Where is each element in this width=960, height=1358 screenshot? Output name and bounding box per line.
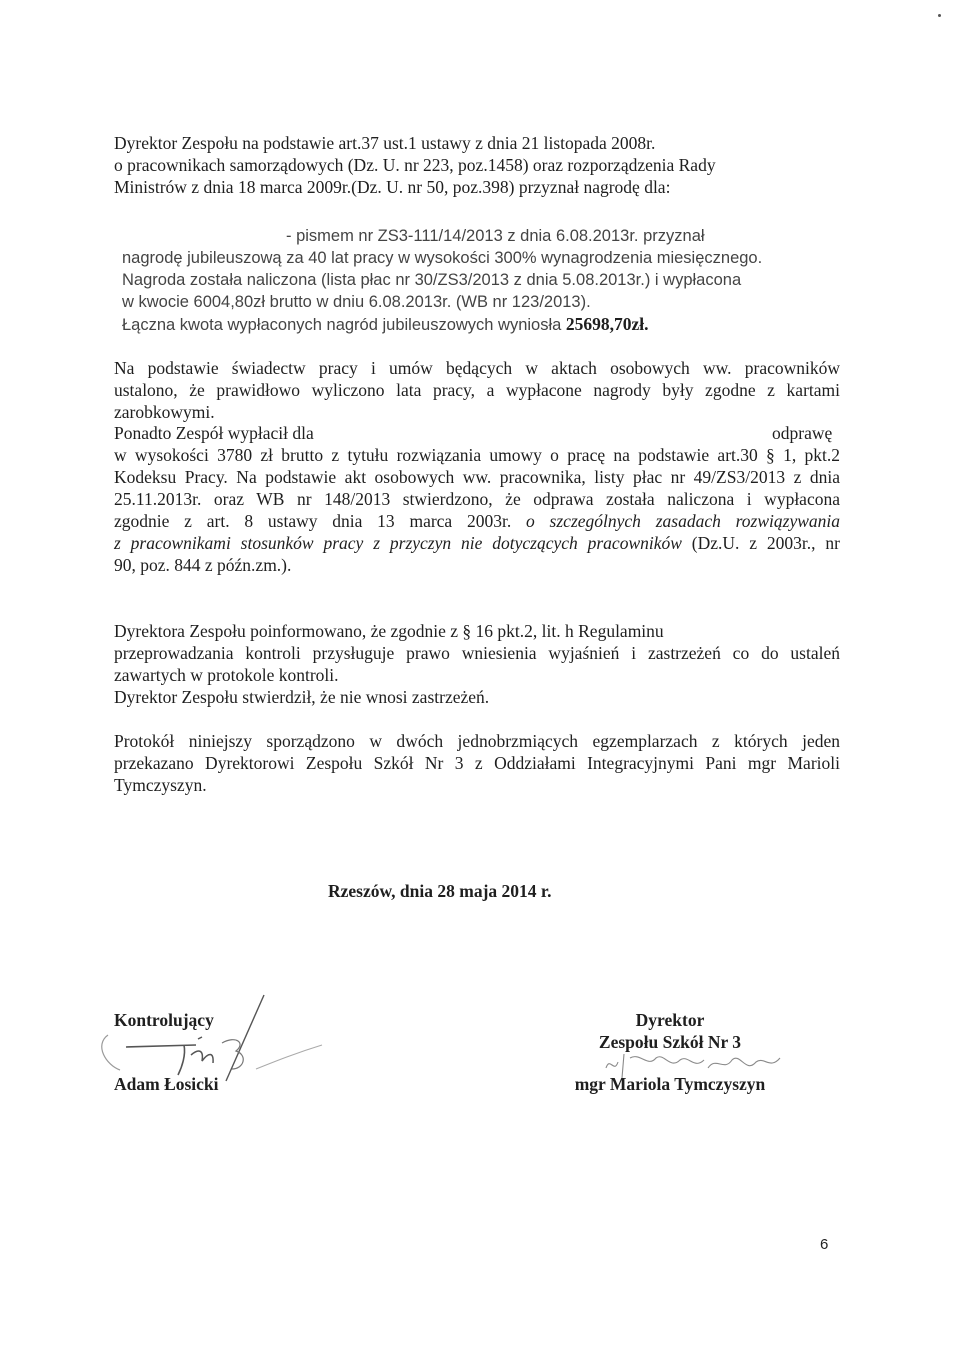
signature-left-title: Kontrolujący bbox=[114, 1010, 214, 1030]
signature-right-title: Dyrektor bbox=[635, 1010, 705, 1030]
award-total-amount: 25698,70zł. bbox=[565, 314, 649, 334]
para3-line4: Dyrektor Zespołu stwierdził, że nie wnosi zastrzeżeń. bbox=[114, 687, 490, 707]
handwritten-signature-right bbox=[600, 1048, 790, 1082]
signature-right-name: mgr Mariola Tymczyszyn bbox=[574, 1074, 766, 1094]
para1-line3: Ministrów z dnia 18 marca 2009r.(Dz. U. nr 50, poz.398) przyznał nagrodę dla: bbox=[114, 177, 671, 197]
para3-line2: przeprowadzania kontroli przysługuje prawo wniesienia wyjaśnień i zastrzeżeń co do ustaleń bbox=[114, 643, 840, 663]
para2-line1: Na podstawie świadectw pracy i umów będących w aktach osobowych ww. pracowników bbox=[114, 358, 840, 378]
para2-line8 bbox=[114, 510, 840, 532]
para1-line1: Dyrektor Zespołu na podstawie art.37 ust.1 ustawy z dnia 21 listopada 2008r. bbox=[114, 133, 656, 153]
para2-line8a: zgodnie z art. 8 ustawy dnia 13 marca 2003r. bbox=[114, 511, 527, 531]
para2-line4a: Ponadto Zespół wypłacił dla bbox=[114, 423, 314, 443]
signature-right-org: Zespołu Szkół Nr 3 bbox=[598, 1032, 742, 1052]
para2-line9 bbox=[114, 532, 840, 554]
award-line3: Nagroda została naliczona (lista płac nr 30/ZS3/2013 z dnia 5.08.2013r.) i wypłacona bbox=[122, 271, 742, 289]
para2-line5: w wysokości 3780 zł brutto z tytułu rozwiązania umowy o pracę na podstawie art.30 § 1, pkt.2 bbox=[114, 445, 840, 465]
para1-line2: o pracownikach samorządowych (Dz. U. nr 223, poz.1458) oraz rozporządzenia Rady bbox=[114, 155, 716, 175]
para3-line3: zawartych w protokole kontroli. bbox=[114, 665, 339, 685]
para2-line9b: (Dz.U. z 2003r., nr bbox=[681, 533, 840, 553]
signature-left-name: Adam Łosicki bbox=[114, 1074, 219, 1094]
para2-line4b: odprawę bbox=[772, 423, 833, 443]
para4-line2: przekazano Dyrektorowi Zespołu Szkół Nr 3 z Oddziałami Integracyjnymi Pani mgr Marioli bbox=[114, 753, 840, 773]
para2-line7: 25.11.2013r. oraz WB nr 148/2013 stwierdzono, że odprawa została naliczona i wypłacona bbox=[114, 489, 840, 509]
page-number: 6 bbox=[820, 1236, 829, 1253]
para2-line9a: z pracownikami stosunków pracy z przyczyn nie dotyczących pracowników bbox=[114, 533, 682, 553]
handwritten-signature-left bbox=[86, 985, 326, 1095]
para4-line1: Protokół niniejszy sporządzono w dwóch jednobrzmiących egzemplarzach z których jeden bbox=[114, 731, 840, 751]
para2-line6: Kodeksu Pracy. Na podstawie akt osobowych ww. pracownika, listy płac nr 49/ZS3/2013 z dnia bbox=[114, 467, 840, 487]
para2-line3: zarobkowymi. bbox=[114, 402, 215, 422]
para3-line1: Dyrektora Zespołu poinformowano, że zgodnie z § 16 pkt.2, lit. h Regulaminu bbox=[114, 621, 664, 641]
award-total bbox=[122, 313, 649, 336]
award-line1: - pismem nr ZS3-111/14/2013 z dnia 6.08.2013r. przyznał bbox=[286, 227, 705, 245]
para2-line2: ustalono, że prawidłowo wyliczono lata pracy, a wypłacone nagrody były zgodne z kartami bbox=[114, 380, 840, 400]
para2-line10: 90, poz. 844 z późn.zm.). bbox=[114, 555, 292, 575]
para2-line8b: o szczególnych zasadach rozwiązywania bbox=[526, 511, 840, 531]
award-line4: w kwocie 6004,80zł brutto w dniu 6.08.2013r. (WB nr 123/2013). bbox=[122, 293, 591, 311]
award-line2: nagrodę jubileuszową za 40 lat pracy w wysokości 300% wynagrodzenia miesięcznego. bbox=[122, 249, 763, 267]
place-date: Rzeszów, dnia 28 maja 2014 r. bbox=[328, 881, 552, 901]
award-total-text: Łączna kwota wypłaconych nagród jubileuszowych wyniosła bbox=[122, 316, 566, 334]
scan-dot bbox=[938, 14, 941, 17]
para4-line3: Tymczyszyn. bbox=[114, 775, 207, 795]
